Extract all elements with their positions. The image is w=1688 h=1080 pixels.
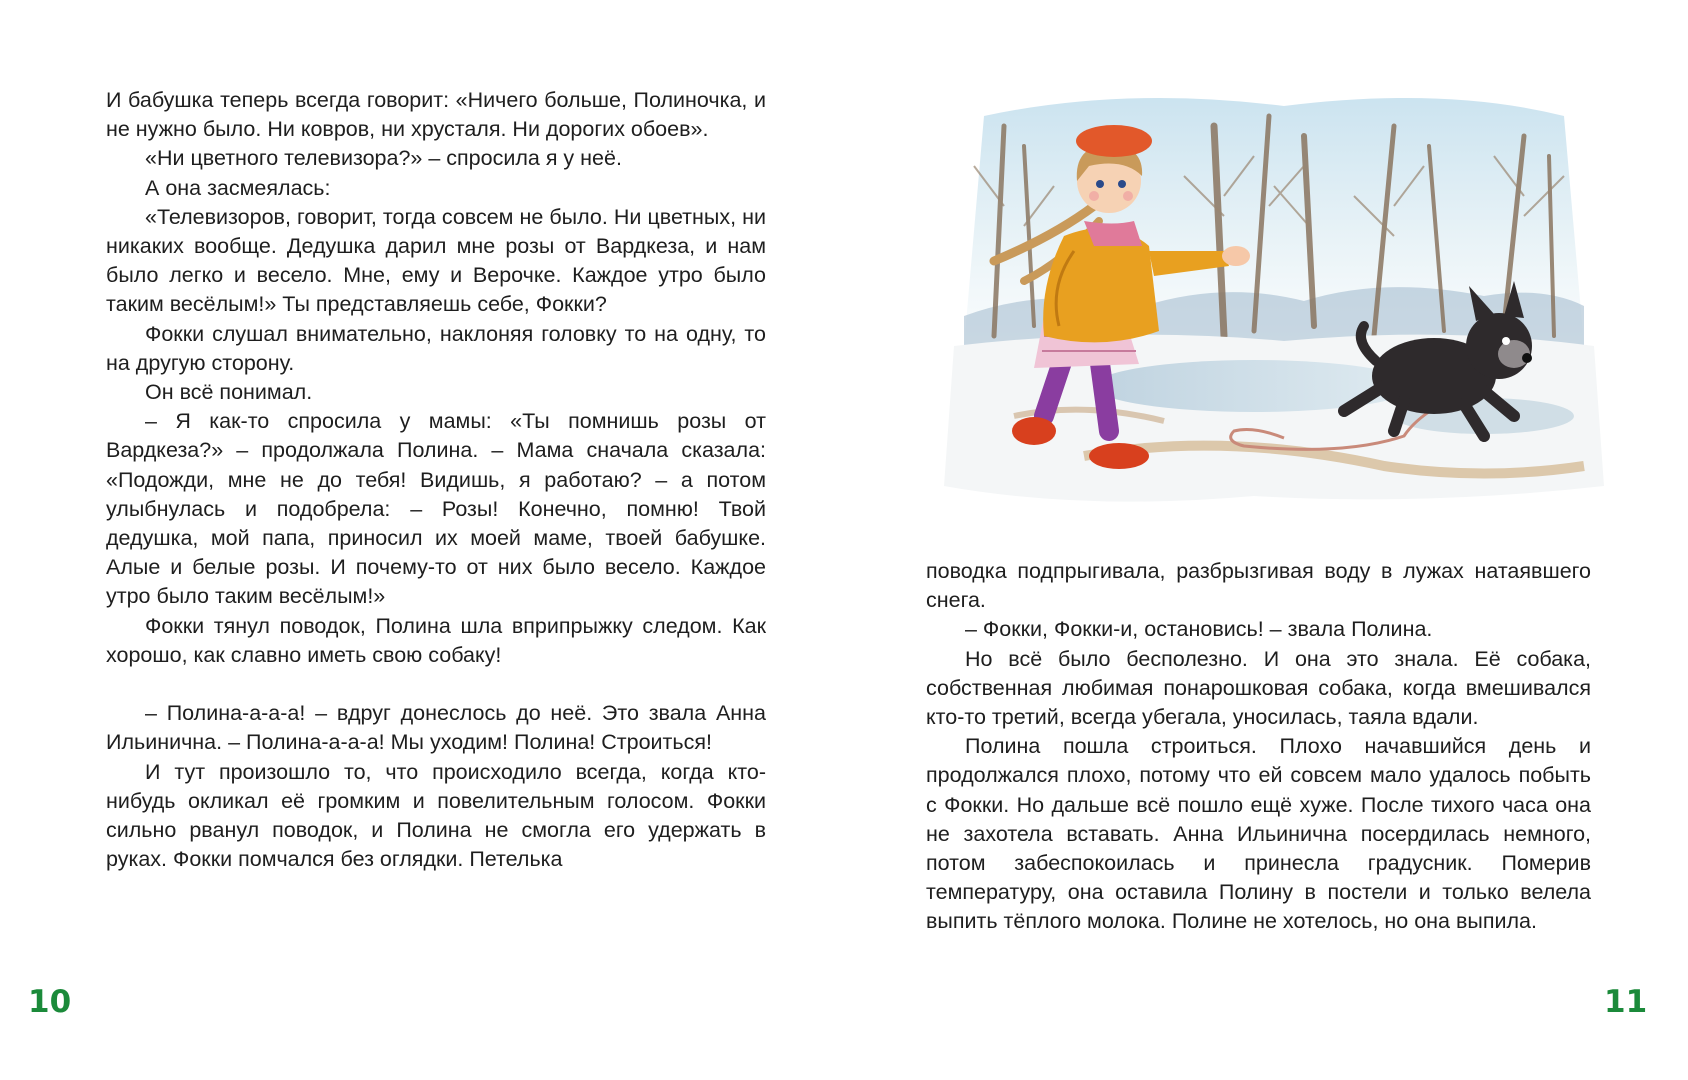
right-text-column bbox=[926, 557, 1591, 937]
paragraph: – Полина-а-а-а! – вдруг донеслось до неё. Это звала Анна Ильинична. – Полина-а-а-а! Мы уходим! Полина! Строиться! bbox=[106, 701, 766, 755]
paragraph: Фокки слушал внимательно, наклоняя головку то на одну, то на другую сторону. bbox=[106, 321, 766, 375]
page-number: 10 bbox=[28, 984, 72, 1020]
paragraph: Фокки тянул поводок, Полина шла вприпрыжку следом. Как хорошо, как славно иметь свою собаку! bbox=[106, 613, 766, 667]
illustration bbox=[924, 86, 1614, 516]
paragraph: А она засмеялась: bbox=[145, 175, 331, 200]
left-text-column bbox=[106, 86, 766, 874]
paragraph: Он всё понимал. bbox=[145, 380, 313, 405]
right-page bbox=[844, 0, 1688, 1080]
paragraph: Но всё было бесполезно. И она это знала. Её собака, собственная любимая понарошковая собака, когда вмешивался кто-то третий, всегда убегала, уносилась, таяла вдали. bbox=[926, 646, 1591, 730]
page-number: 11 bbox=[1604, 984, 1648, 1020]
paragraph: – Фокки, Фокки-и, остановись! – звала Полина. bbox=[965, 617, 1433, 642]
paragraph: «Ни цветного телевизора?» – спросила я у неё. bbox=[145, 146, 622, 171]
paragraph: И бабушка теперь всегда говорит: «Ничего больше, Полиночка, и не нужно было. Ни ковров, ни хрусталя. Ни дорогих обоев». bbox=[106, 88, 766, 142]
paragraph: – Я как-то спросила у мамы: «Ты помнишь розы от Вардкеза?» – продолжала Полина. – Мама сначала сказала: «Подожди, мне не до тебя! Видишь, я работаю? – а потом улыбнулась и подобрела: – Розы! Конечно, помню! Твой дедушка, мой папа, приносил их моей маме, твоей бабушке. Алые и белые розы. И почему-то от них было весело. Каждое утро было таким весёлым!» bbox=[106, 409, 766, 609]
paragraph: поводка подпрыгивала, разбрызгивая воду в лужах натаявшего снега. bbox=[926, 559, 1591, 613]
girl-and-dog-illustration bbox=[924, 86, 1614, 516]
paragraph: «Телевизоров, говорит, тогда совсем не было. Ни цветных, ни никаких вообще. Дедушка дарил мне розы от Вардкеза, и нам было легко и весело. Мне, ему и Верочке. Каждое утро было таким весёлым!» Ты представляешь себе, Фокки? bbox=[106, 204, 766, 317]
paragraph: Полина пошла строиться. Плохо начавшийся день и продолжался плохо, потому что ей совсем мало удалось побыть с Фокки. Но дальше всё пошло ещё хуже. После тихого часа она не захотела вставать. Анна Ильинична посердилась немного, потом забеспокоилась и принесла градусник. Померив температуру, она оставила Полину в постели и только велела выпить тёплого молока. Полине не хотелось, но она выпила. bbox=[926, 734, 1591, 934]
paragraph: И тут произошло то, что происходило всегда, когда кто-нибудь окликал её громким и повелительным голосом. Фокки сильно рванул поводок, и Полина не смогла его удержать в руках. Фокки помчался без оглядки. Петелька bbox=[106, 759, 766, 872]
